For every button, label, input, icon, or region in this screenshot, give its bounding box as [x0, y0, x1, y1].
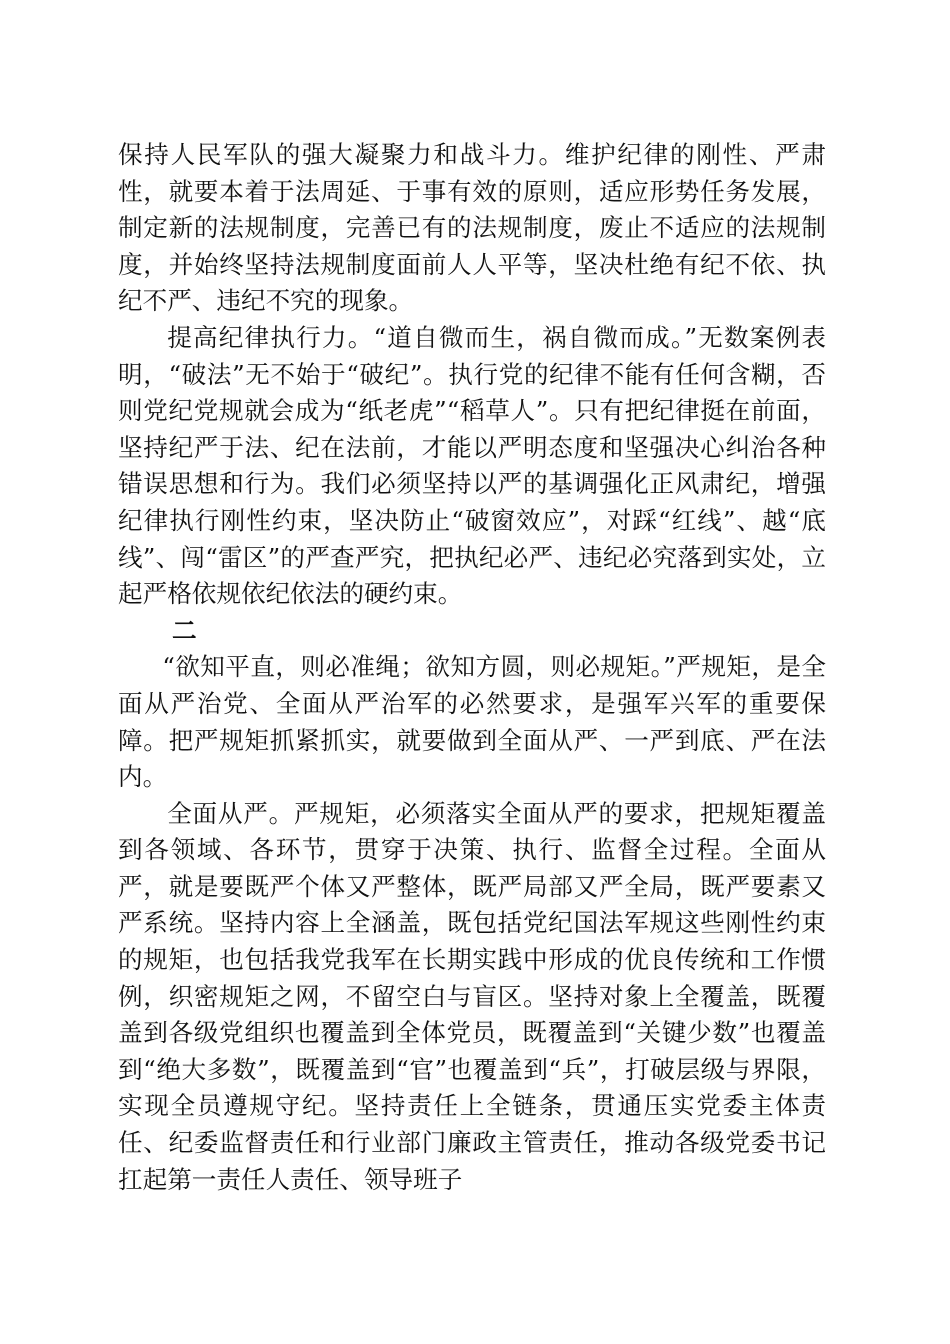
section-heading: 二 — [172, 615, 197, 645]
document-page — [118, 137, 826, 1198]
paragraph-1: 保持人民军队的强大凝聚力和战斗力。维护纪律的刚性、严肃性，就要本着于法周延、于事有效的原则，适应形势任务发展，制定新的法规制度，完善已有的法规制度，废止不适应的法规制度，并始终坚持法规制度面前人人平等，坚决杜绝有纪不依、执纪不严、违纪不究的现象。 — [118, 140, 826, 316]
paragraph-3: “欲知平直，则必准绳；欲知方圆，则必规矩。”严规矩，是全面从严治党、全面从严治军的必然要求，是强军兴军的重要保障。把严规矩抓紧抓实，就要做到全面从严、一严到底、严在法内。 — [118, 652, 826, 792]
paragraph-4: 全面从严。严规矩，必须落实全面从严的要求，把规矩覆盖到各领域、各环节，贯穿于决策、执行、监督全过程。全面从严，就是要既严个体又严整体，既严局部又严全局，既严要素又严系统。坚持内容上全涵盖，既包括党纪国法军规这些刚性约束的规矩，也包括我党我军在长期实践中形成的优良传统和工作惯例，织密规矩之网，不留空白与盲区。坚持对象上全覆盖，既覆盖到各级党组织也覆盖到全体党员，既覆盖到“关键少数”也覆盖到“绝大多数”，既覆盖到“官”也覆盖到“兵”，打破层级与界限，实现全员遵规守纪。坚持责任上全链条，贯通压实党委主体责任、纪委监督责任和行业部门廉政主管责任，推动各级党委书记扛起第一责任人责任、领导班子 — [118, 798, 826, 1194]
paragraph-2: 提高纪律执行力。“道自微而生，祸自微而成。”无数案例表明，“破法”无不始于“破纪”。执行党的纪律不能有任何含糊，否则党纪党规就会成为“纸老虎”“稻草人”。只有把纪律挺在前面，坚持纪严于法、纪在法前，才能以严明态度和坚强决心纠治各种错误思想和行为。我们必须坚持以严的基调强化正风肃纪，增强纪律执行刚性约束，坚决防止“破窗效应”，对踩“红线”、越“底线”、闯“雷区”的严查严究，把执纪必严、违纪必究落到实处，立起严格依规依纪依法的硬约束。 — [118, 322, 826, 609]
